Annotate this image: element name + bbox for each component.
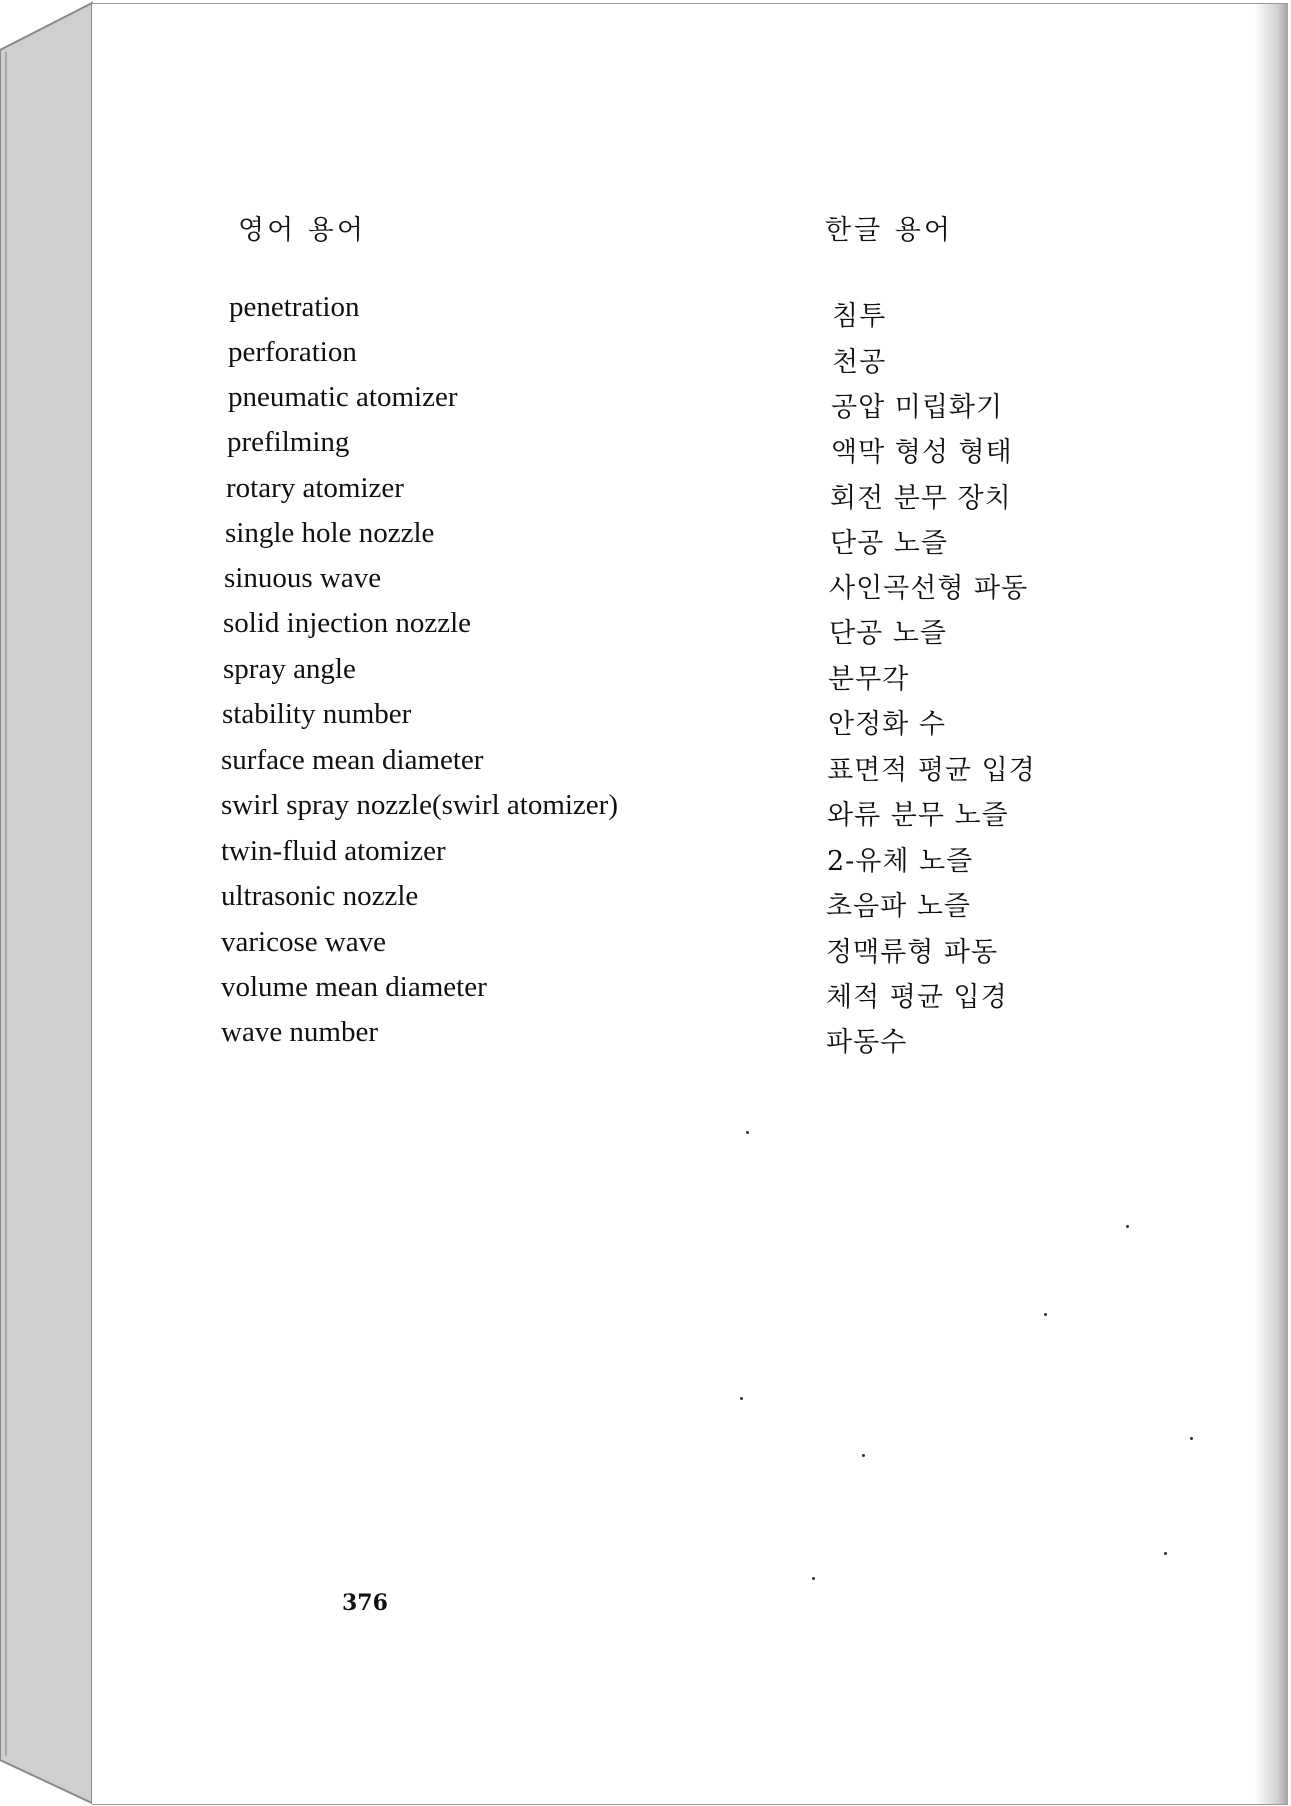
- page-edge-shadow: [1254, 4, 1288, 1804]
- korean-term: 회전 분무 장치: [830, 483, 1012, 514]
- korean-term: 천공: [832, 347, 887, 378]
- english-term: spray angle: [223, 653, 356, 685]
- english-term: twin-fluid atomizer: [221, 835, 446, 867]
- scan-speck: [1190, 1437, 1193, 1440]
- english-term: varicose wave: [221, 926, 387, 958]
- english-term: pneumatic atomizer: [228, 381, 458, 413]
- english-terms-header: 영어 용어: [238, 215, 366, 246]
- korean-terms-header: 한글 용어: [825, 215, 953, 246]
- english-term: swirl spray nozzle(swirl atomizer): [221, 789, 618, 821]
- page-number: 376: [342, 1590, 388, 1616]
- korean-term: 사인곡선형 파동: [829, 573, 1029, 604]
- book-page: [92, 3, 1288, 1805]
- korean-term: 2-유체 노즐: [827, 846, 974, 877]
- english-term: rotary atomizer: [226, 472, 404, 504]
- english-term: sinuous wave: [224, 562, 382, 594]
- korean-term: 단공 노즐: [829, 618, 947, 649]
- english-term: solid injection nozzle: [223, 607, 472, 639]
- korean-term: 정맥류형 파동: [826, 937, 999, 968]
- korean-term: 액막 형성 형태: [831, 437, 1013, 468]
- korean-term: 공압 미립화기: [831, 392, 1004, 423]
- scan-speck: [740, 1397, 743, 1400]
- english-term: wave number: [221, 1016, 379, 1048]
- korean-term: 안정화 수: [828, 709, 946, 740]
- korean-term: 파동수: [826, 1027, 908, 1058]
- english-term: volume mean diameter: [221, 971, 487, 1003]
- english-term: surface mean diameter: [221, 744, 484, 776]
- english-term: stability number: [222, 698, 412, 730]
- english-term: prefilming: [227, 426, 350, 458]
- scan-speck: [1044, 1313, 1047, 1316]
- english-term: ultrasonic nozzle: [221, 880, 419, 912]
- korean-term: 침투: [832, 301, 887, 332]
- korean-term: 분무각: [828, 664, 910, 695]
- scan-speck: [812, 1577, 815, 1580]
- english-term: penetration: [229, 291, 360, 323]
- scan-speck: [1126, 1225, 1129, 1228]
- korean-term: 단공 노즐: [830, 528, 948, 559]
- scan-speck: [746, 1131, 749, 1134]
- korean-term: 와류 분무 노즐: [827, 800, 1009, 831]
- korean-term: 표면적 평균 입경: [827, 755, 1036, 786]
- scan-speck: [1164, 1552, 1167, 1555]
- english-term: perforation: [228, 336, 357, 368]
- english-term: single hole nozzle: [225, 517, 435, 549]
- scan-speck: [862, 1454, 865, 1457]
- korean-term: 체적 평균 입경: [826, 982, 1008, 1013]
- korean-term: 초음파 노즐: [826, 891, 971, 922]
